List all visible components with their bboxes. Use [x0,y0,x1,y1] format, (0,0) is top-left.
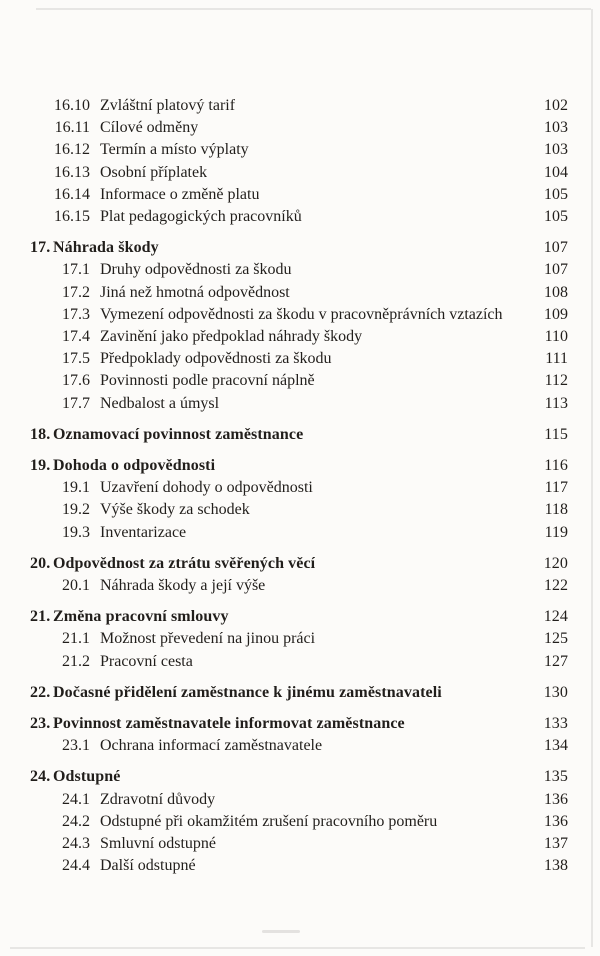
toc-entry-number: 17.6 [62,372,90,390]
toc-entry [30,855,568,877]
toc-entry [30,682,568,704]
toc-entry-title: Další odstupné [100,857,196,875]
toc-entry-title: Termín a místo výplaty [100,141,249,159]
toc-entry-number: 17. [30,239,51,257]
toc-entry-title: Uzavření dohody o odpovědnosti [100,479,313,497]
toc-entry [30,237,568,259]
toc-entry-number: 19.3 [62,523,90,541]
toc-entry-number: 24.3 [62,835,90,853]
toc-entry-number: 16.14 [54,185,90,203]
toc-entry-title: Dočasné přidělení zaměstnance k jinému zaměstnavateli [53,683,442,701]
toc-entry-title: Osobní příplatek [100,163,208,181]
toc-entry-number: 22. [30,683,51,701]
toc-entry-title: Nedbalost a úmysl [100,394,220,412]
toc-entry-page: 102 [544,97,568,114]
toc-entry [30,499,568,521]
toc-entry-page: 103 [544,141,568,159]
toc-entry-number: 17.3 [62,305,90,323]
toc-entry-number: 20. [30,554,51,572]
toc-entry [30,95,568,117]
toc-entry [30,326,568,348]
toc-entry-number: 24.4 [62,857,90,875]
toc-entry-number: 19.2 [62,501,90,519]
toc-entry-number: 24.2 [62,812,90,830]
toc-entry-number: 16.15 [54,208,90,226]
toc-entry-number: 17.7 [62,394,90,412]
toc-entry-number: 21. [30,608,51,626]
toc-entry-title: Odpovědnost za ztrátu svěřených věcí [53,554,316,572]
toc-entry-page: 136 [544,790,568,808]
toc-entry-title: Možnost převedení na jinou práci [100,630,316,648]
toc-entry-number: 17.5 [62,350,90,368]
toc-entry-page: 124 [543,608,568,626]
toc-entry-page: 104 [544,163,568,181]
toc-entry-page: 120 [543,554,568,572]
toc-entry [30,735,568,757]
toc-entry [30,206,568,228]
toc-entry-title: Ochrana informací zaměstnavatele [100,737,323,755]
toc-entry-number: 23. [30,715,51,733]
toc-entry-number: 19.1 [62,479,90,497]
toc-entry-number: 16.11 [54,119,90,137]
toc-entry-page: 113 [544,394,568,412]
toc-entry-number: 17.4 [62,328,90,346]
toc-entry-title: Výše škody za schodek [100,501,250,519]
toc-entry-title: Povinnost zaměstnavatele informovat zaměstnance [53,715,405,733]
toc-entry-page: 125 [544,630,568,648]
toc-entry [30,304,568,326]
toc-entry-title: Druhy odpovědnosti za škodu [100,261,292,279]
toc-entry-title: Náhrada škody [53,239,159,257]
toc-entry-page: 118 [544,501,568,519]
toc-entry-title: Informace o změně platu [100,185,260,203]
toc-entry-title: Zavinění jako předpoklad náhrady škody [100,328,363,346]
toc-entry-title: Zdravotní důvody [100,790,216,808]
toc-entry-title: Odstupné [53,768,121,786]
scan-smudge [262,930,300,933]
toc-entry-number: 17.2 [62,283,90,301]
toc-entry [30,766,568,788]
toc-entry-title: Smluvní odstupné [100,835,217,853]
toc-entry [30,455,568,477]
toc-entry-number: 24. [30,768,51,786]
toc-entry-title: Odstupné při okamžitém zrušení pracovního poměru [100,812,438,830]
toc-entry [30,811,568,833]
toc-entry-page: 117 [544,479,568,497]
toc-entry-page: 108 [544,283,568,301]
toc-entry-page: 134 [544,737,568,755]
toc-entry [30,117,568,139]
toc-entry-number: 21.1 [62,630,90,648]
toc-entry-title: Náhrada škody a její výše [100,577,266,595]
toc-entry-number: 16.10 [54,97,90,114]
toc-entry [30,393,568,415]
toc-entry [30,575,568,597]
toc-entry [30,651,568,673]
toc-entry-title: Cílové odměny [100,119,199,137]
toc-entry-title: Inventarizace [100,523,187,541]
toc-entry [30,833,568,855]
toc-entry-page: 107 [543,239,568,257]
toc-entry-page: 135 [543,768,568,786]
toc-entry-number: 23.1 [62,737,90,755]
toc-entry-title: Oznamovací povinnost zaměstnance [53,425,304,443]
toc-entry-page: 111 [545,350,568,368]
toc-entry [30,606,568,628]
toc-entry [30,789,568,811]
toc-entry-title: Zvláštní platový tarif [100,97,236,114]
toc-entry-number: 20.1 [62,577,90,595]
toc-entry-title: Dohoda o odpovědnosti [53,457,216,475]
toc-entry-page: 133 [543,715,568,733]
toc-entry-page: 116 [544,457,568,475]
toc-entry-page: 105 [544,185,568,203]
toc-entry [30,522,568,544]
toc-entry-title: Povinnosti podle pracovní náplně [100,372,315,390]
toc-entry-number: 17.1 [62,261,90,279]
toc-entry-page: 109 [544,305,568,323]
toc-entry-title: Plat pedagogických pracovníků [100,208,302,226]
toc-entry-number: 16.12 [54,141,90,159]
toc-entry-title: Předpoklady odpovědnosti za škodu [100,350,332,368]
toc-entry [30,282,568,304]
toc-entry-number: 18. [30,425,51,443]
toc-entry-number: 16.13 [54,163,90,181]
toc-entry-page: 127 [544,652,568,670]
toc-entry-page: 138 [544,857,568,875]
scan-edge-bottom [10,947,585,949]
toc-entry [30,713,568,735]
toc-entry-page: 122 [544,577,568,595]
toc-entry [30,424,568,446]
toc-entry-title: Pracovní cesta [100,652,193,670]
toc-entry [30,628,568,650]
toc-entry-number: 21.2 [62,652,90,670]
toc-entry-title: Jiná než hmotná odpovědnost [100,283,290,301]
toc-entry-page: 105 [544,208,568,226]
toc-entry-page: 115 [544,425,568,443]
toc-entry-title: Změna pracovní smlouvy [53,608,229,626]
toc-entry [30,348,568,370]
toc-entry-page: 130 [543,683,568,701]
toc-entry [30,477,568,499]
toc-entry [30,139,568,161]
toc-entry-page: 112 [544,372,568,390]
toc-entry-title: Vymezení odpovědnosti za škodu v pracovněprávních vztazích [100,305,503,323]
toc-entry-page: 110 [544,328,568,346]
toc-entry [30,553,568,575]
toc-entry [30,162,568,184]
toc-entry-page: 119 [544,523,568,541]
toc-entry [30,259,568,281]
toc-entry [30,184,568,206]
toc-entry [30,370,568,392]
toc-entry-page: 107 [544,261,568,279]
toc-entry-page: 103 [544,119,568,137]
toc-entry-number: 24.1 [62,790,90,808]
toc-entry-page: 137 [544,835,568,853]
toc-entry-page: 136 [544,812,568,830]
toc-entry-number: 19. [30,457,51,475]
